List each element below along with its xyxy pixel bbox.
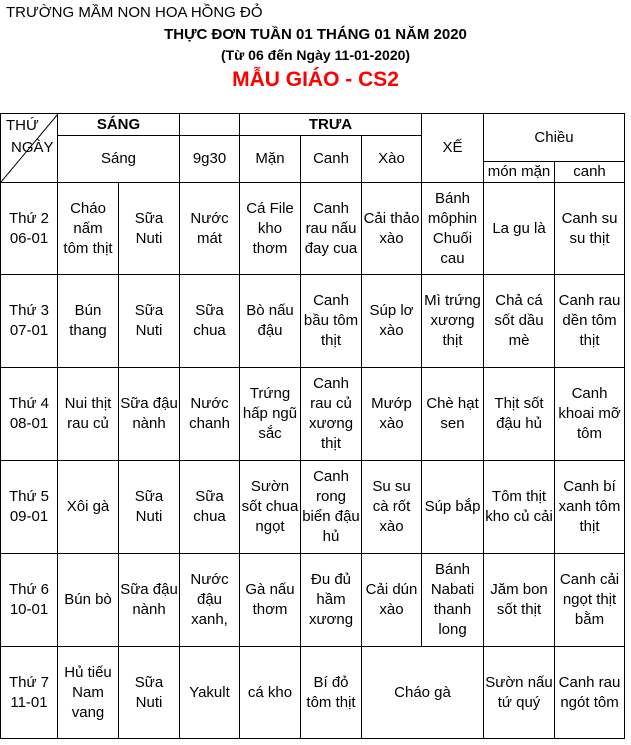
canh-cell: Canh rau củ xương thịt [301, 368, 362, 461]
sang-drink-cell: Sữa Nuti [119, 461, 180, 554]
day-cell: Thứ 6 10-01 [1, 554, 58, 647]
sang-dish-cell: Cháo nấm tôm thịt [58, 183, 119, 275]
day-cell: Thứ 2 06-01 [1, 183, 58, 275]
man-cell: Bò nấu đậu [240, 275, 301, 368]
chieu-man-cell: La gu là [484, 183, 555, 275]
sang-drink-cell: Sữa đậu nành [119, 368, 180, 461]
sang-dish-cell: Xôi gà [58, 461, 119, 554]
xao-cell: Mướp xào [362, 368, 422, 461]
sang-drink-cell: Sữa Nuti [119, 275, 180, 368]
xao-cell: Súp lơ xào [362, 275, 422, 368]
menu-title: THỰC ĐƠN TUẦN 01 THÁNG 01 NĂM 2020 [164, 26, 467, 43]
weekly-menu-table [0, 113, 625, 739]
xe-cell: Bánh môphin Chuối cau [422, 183, 484, 275]
header-thu: THỨ [6, 117, 39, 134]
table-row [1, 647, 625, 739]
snack-9g30-cell: Nước chanh [180, 368, 240, 461]
header-9g30: 9g30 [180, 136, 240, 183]
header-trua-group: TRƯA [240, 114, 422, 136]
canh-cell: Canh bầu tôm thịt [301, 275, 362, 368]
table-row [1, 554, 625, 647]
day-cell: Thứ 4 08-01 [1, 368, 58, 461]
chieu-canh-cell: Canh cải ngọt thịt bằm [555, 554, 625, 647]
man-cell: Cá File kho thơm [240, 183, 301, 275]
day-cell: Thứ 3 07-01 [1, 275, 58, 368]
chieu-canh-cell: Canh rau dền tôm thịt [555, 275, 625, 368]
xe-cell: Mì trứng xương thịt [422, 275, 484, 368]
sang-drink-cell: Sữa Nuti [119, 183, 180, 275]
snack-9g30-cell: Yakult [180, 647, 240, 739]
table-row [1, 183, 625, 275]
snack-9g30-cell: Nước mát [180, 183, 240, 275]
day-header-cell [1, 114, 58, 183]
xe-cell: Chè hạt sen [422, 368, 484, 461]
snack-9g30-cell: Sữa chua [180, 461, 240, 554]
header-chieu-canh: canh [555, 162, 625, 183]
man-cell: cá kho [240, 647, 301, 739]
chieu-man-cell: Jăm bon sốt thịt [484, 554, 555, 647]
header-empty-9g30 [180, 114, 240, 136]
chieu-canh-cell: Canh khoai mỡ tôm [555, 368, 625, 461]
xao-cell: Cải dún xào [362, 554, 422, 647]
chieu-man-cell: Thịt sốt đậu hủ [484, 368, 555, 461]
snack-9g30-cell: Sữa chua [180, 275, 240, 368]
xao-cell: Su su cà rốt xào [362, 461, 422, 554]
school-name: TRƯỜNG MẦM NON HOA HỒNG ĐỎ [6, 4, 263, 21]
date-range: (Từ 06 đến Ngày 11-01-2020) [220, 47, 411, 63]
man-cell: Sườn sốt chua ngọt [240, 461, 301, 554]
chieu-man-cell: Tôm thịt kho củ cải [484, 461, 555, 554]
header-xe: XẾ [422, 114, 484, 183]
table-row [1, 275, 625, 368]
sang-drink-cell: Sữa đậu nành [119, 554, 180, 647]
snack-9g30-cell: Nước đậu xanh, [180, 554, 240, 647]
xe-cell: Bánh Nabati thanh long [422, 554, 484, 647]
header-canh: Canh [301, 136, 362, 183]
canh-cell: Canh rau nấu đay cua [301, 183, 362, 275]
header-sang-group: SÁNG [58, 114, 180, 136]
header-man: Mặn [240, 136, 301, 183]
canh-cell: Canh rong biển đậu hủ [301, 461, 362, 554]
day-cell: Thứ 7 11-01 [1, 647, 58, 739]
header-ngay: NGÀY [11, 139, 54, 156]
xao-xe-merged-cell: Cháo gà [362, 647, 484, 739]
header-mon-man: món mặn [484, 162, 555, 183]
sang-dish-cell: Bún thang [58, 275, 119, 368]
chieu-canh-cell: Canh su su thịt [555, 183, 625, 275]
canh-cell: Đu đủ hầm xương [301, 554, 362, 647]
header-chieu: Chiều [484, 114, 625, 162]
man-cell: Gà nấu thơm [240, 554, 301, 647]
chieu-canh-cell: Canh bí xanh tôm thịt [555, 461, 625, 554]
sang-dish-cell: Hủ tiếu Nam vang [58, 647, 119, 739]
table-row [1, 461, 625, 554]
chieu-canh-cell: Canh rau ngót tôm [555, 647, 625, 739]
man-cell: Trứng hấp ngũ sắc [240, 368, 301, 461]
header-sang: Sáng [58, 136, 180, 183]
canh-cell: Bí đỏ tôm thịt [301, 647, 362, 739]
chieu-man-cell: Chả cá sốt dầu mè [484, 275, 555, 368]
group-subtitle: MẪU GIÁO - CS2 [232, 68, 399, 91]
table-row [1, 368, 625, 461]
header-xao: Xào [362, 136, 422, 183]
sang-drink-cell: Sữa Nuti [119, 647, 180, 739]
sang-dish-cell: Bún bò [58, 554, 119, 647]
chieu-man-cell: Sườn nấu tứ quý [484, 647, 555, 739]
sang-dish-cell: Nui thịt rau củ [58, 368, 119, 461]
day-cell: Thứ 5 09-01 [1, 461, 58, 554]
xao-cell: Cải thảo xào [362, 183, 422, 275]
xe-cell: Súp bắp [422, 461, 484, 554]
